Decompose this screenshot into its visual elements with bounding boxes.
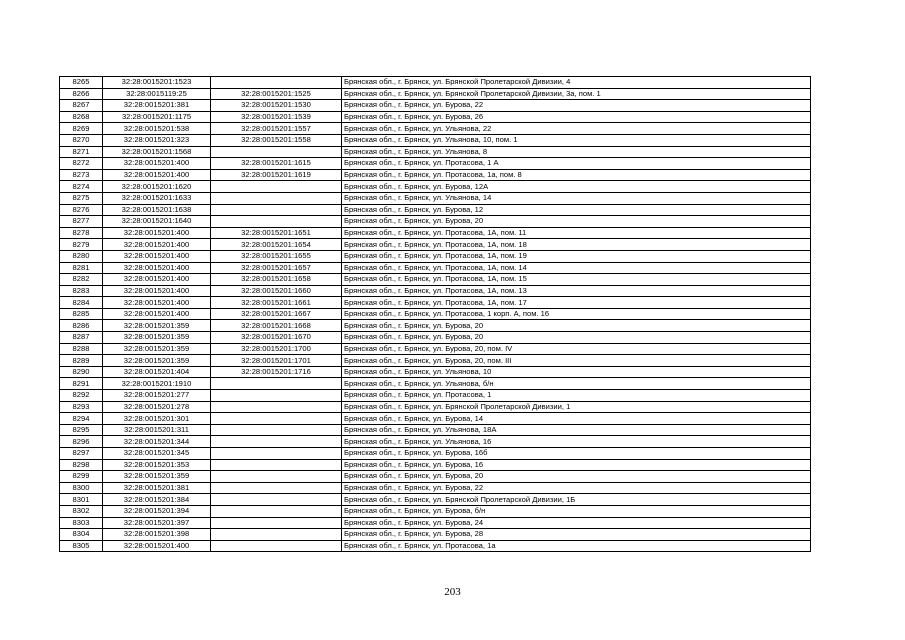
table-row xyxy=(60,88,811,100)
row-number-cell: 8272 xyxy=(60,158,103,170)
row-number-cell: 8265 xyxy=(60,77,103,89)
row-number-cell: 8304 xyxy=(60,529,103,541)
table-row xyxy=(60,239,811,251)
parcel-cadastral-number-cell: 32:28:0015201:311 xyxy=(103,424,211,436)
object-cadastral-number-cell: 32:28:0015201:1661 xyxy=(211,297,342,309)
object-cadastral-number-cell: 32:28:0015201:1657 xyxy=(211,262,342,274)
address-cell: Брянская обл., г. Брянск, ул. Протасова, 1А, пом. 13 xyxy=(342,285,811,297)
address-cell: Брянская обл., г. Брянск, ул. Бурова, 12 xyxy=(342,204,811,216)
address-cell: Брянская обл., г. Брянск, ул. Бурова, 20, пом. IV xyxy=(342,343,811,355)
row-number-cell: 8289 xyxy=(60,355,103,367)
table-row xyxy=(60,308,811,320)
table-row xyxy=(60,401,811,413)
parcel-cadastral-number-cell: 32:28:0015119:25 xyxy=(103,88,211,100)
address-cell: Брянская обл., г. Брянск, ул. Бурова, 28 xyxy=(342,529,811,541)
row-number-cell: 8284 xyxy=(60,297,103,309)
table-row xyxy=(60,216,811,228)
table-row xyxy=(60,332,811,344)
address-cell: Брянская обл., г. Брянск, ул. Ульянова, 18А xyxy=(342,424,811,436)
row-number-cell: 8283 xyxy=(60,285,103,297)
parcel-cadastral-number-cell: 32:28:0015201:359 xyxy=(103,332,211,344)
parcel-cadastral-number-cell: 32:28:0015201:384 xyxy=(103,494,211,506)
object-cadastral-number-cell xyxy=(211,401,342,413)
address-cell: Брянская обл., г. Брянск, ул. Протасова, 1А, пом. 19 xyxy=(342,250,811,262)
address-cell: Брянская обл., г. Брянск, ул. Бурова, 20 xyxy=(342,332,811,344)
parcel-cadastral-number-cell: 32:28:0015201:400 xyxy=(103,158,211,170)
parcel-cadastral-number-cell: 32:28:0015201:359 xyxy=(103,343,211,355)
row-number-cell: 8278 xyxy=(60,227,103,239)
row-number-cell: 8270 xyxy=(60,134,103,146)
table-row xyxy=(60,146,811,158)
parcel-cadastral-number-cell: 32:28:0015201:400 xyxy=(103,308,211,320)
object-cadastral-number-cell xyxy=(211,494,342,506)
address-cell: Брянская обл., г. Брянск, ул. Бурова, 20, пом. III xyxy=(342,355,811,367)
parcel-cadastral-number-cell: 32:28:0015201:301 xyxy=(103,413,211,425)
parcel-cadastral-number-cell: 32:28:0015201:538 xyxy=(103,123,211,135)
object-cadastral-number-cell xyxy=(211,448,342,460)
parcel-cadastral-number-cell: 32:28:0015201:359 xyxy=(103,320,211,332)
object-cadastral-number-cell xyxy=(211,192,342,204)
table-row xyxy=(60,169,811,181)
parcel-cadastral-number-cell: 32:28:0015201:400 xyxy=(103,297,211,309)
object-cadastral-number-cell: 32:28:0015201:1667 xyxy=(211,308,342,320)
address-cell: Брянская обл., г. Брянск, ул. Ульянова, 16 xyxy=(342,436,811,448)
address-cell: Брянская обл., г. Брянск, ул. Протасова, 1а xyxy=(342,540,811,552)
object-cadastral-number-cell: 32:28:0015201:1525 xyxy=(211,88,342,100)
row-number-cell: 8303 xyxy=(60,517,103,529)
address-cell: Брянская обл., г. Брянск, ул. Ульянова, 22 xyxy=(342,123,811,135)
object-cadastral-number-cell: 32:28:0015201:1651 xyxy=(211,227,342,239)
address-cell: Брянская обл., г. Брянск, ул. Ульянова, 14 xyxy=(342,192,811,204)
table-row xyxy=(60,111,811,123)
row-number-cell: 8286 xyxy=(60,320,103,332)
row-number-cell: 8293 xyxy=(60,401,103,413)
table-row xyxy=(60,529,811,541)
parcel-cadastral-number-cell: 32:28:0015201:400 xyxy=(103,227,211,239)
object-cadastral-number-cell xyxy=(211,378,342,390)
address-cell: Брянская обл., г. Брянск, ул. Протасова, 1А, пом. 15 xyxy=(342,274,811,286)
address-cell: Брянская обл., г. Брянск, ул. Бурова, 12А xyxy=(342,181,811,193)
row-number-cell: 8276 xyxy=(60,204,103,216)
table-row xyxy=(60,158,811,170)
address-cell: Брянская обл., г. Брянск, ул. Брянской Пролетарской Дивизии, 3а, пом. 1 xyxy=(342,88,811,100)
address-cell: Брянская обл., г. Брянск, ул. Брянской Пролетарской Дивизии, 4 xyxy=(342,77,811,89)
object-cadastral-number-cell xyxy=(211,436,342,448)
address-cell: Брянская обл., г. Брянск, ул. Протасова, 1А, пом. 17 xyxy=(342,297,811,309)
parcel-cadastral-number-cell: 32:28:0015201:1910 xyxy=(103,378,211,390)
row-number-cell: 8274 xyxy=(60,181,103,193)
parcel-cadastral-number-cell: 32:28:0015201:397 xyxy=(103,517,211,529)
row-number-cell: 8296 xyxy=(60,436,103,448)
table-row xyxy=(60,494,811,506)
parcel-cadastral-number-cell: 32:28:0015201:1620 xyxy=(103,181,211,193)
row-number-cell: 8267 xyxy=(60,100,103,112)
address-cell: Брянская обл., г. Брянск, ул. Бурова, 22 xyxy=(342,482,811,494)
parcel-cadastral-number-cell: 32:28:0015201:381 xyxy=(103,100,211,112)
table-row xyxy=(60,355,811,367)
object-cadastral-number-cell: 32:28:0015201:1558 xyxy=(211,134,342,146)
object-cadastral-number-cell: 32:28:0015201:1660 xyxy=(211,285,342,297)
parcel-cadastral-number-cell: 32:28:0015201:400 xyxy=(103,239,211,251)
address-cell: Брянская обл., г. Брянск, ул. Бурова, 20 xyxy=(342,471,811,483)
object-cadastral-number-cell xyxy=(211,181,342,193)
object-cadastral-number-cell xyxy=(211,204,342,216)
table-row xyxy=(60,471,811,483)
address-cell: Брянская обл., г. Брянск, ул. Протасова, 1А, пом. 11 xyxy=(342,227,811,239)
table-row xyxy=(60,459,811,471)
parcel-cadastral-number-cell: 32:28:0015201:359 xyxy=(103,471,211,483)
parcel-cadastral-number-cell: 32:28:0015201:381 xyxy=(103,482,211,494)
parcel-cadastral-number-cell: 32:28:0015201:359 xyxy=(103,355,211,367)
object-cadastral-number-cell xyxy=(211,505,342,517)
address-cell: Брянская обл., г. Брянск, ул. Бурова, 22 xyxy=(342,100,811,112)
parcel-cadastral-number-cell: 32:28:0015201:398 xyxy=(103,529,211,541)
address-cell: Брянская обл., г. Брянск, ул. Бурова, 24 xyxy=(342,517,811,529)
table-row xyxy=(60,134,811,146)
row-number-cell: 8279 xyxy=(60,239,103,251)
row-number-cell: 8266 xyxy=(60,88,103,100)
address-cell: Брянская обл., г. Брянск, ул. Протасова, 1а, пом. 8 xyxy=(342,169,811,181)
address-cell: Брянская обл., г. Брянск, ул. Ульянова, 10, пом. 1 xyxy=(342,134,811,146)
object-cadastral-number-cell xyxy=(211,216,342,228)
row-number-cell: 8297 xyxy=(60,448,103,460)
object-cadastral-number-cell: 32:28:0015201:1539 xyxy=(211,111,342,123)
object-cadastral-number-cell: 32:28:0015201:1701 xyxy=(211,355,342,367)
table-row xyxy=(60,517,811,529)
address-cell: Брянская обл., г. Брянск, ул. Ульянова, 10 xyxy=(342,366,811,378)
table-row xyxy=(60,77,811,89)
row-number-cell: 8282 xyxy=(60,274,103,286)
row-number-cell: 8285 xyxy=(60,308,103,320)
table-row xyxy=(60,436,811,448)
row-number-cell: 8295 xyxy=(60,424,103,436)
address-cell: Брянская обл., г. Брянск, ул. Протасова, 1А, пом. 14 xyxy=(342,262,811,274)
row-number-cell: 8291 xyxy=(60,378,103,390)
table-row xyxy=(60,320,811,332)
object-cadastral-number-cell: 32:28:0015201:1655 xyxy=(211,250,342,262)
object-cadastral-number-cell xyxy=(211,540,342,552)
parcel-cadastral-number-cell: 32:28:0015201:344 xyxy=(103,436,211,448)
address-cell: Брянская обл., г. Брянск, ул. Протасова, 1А, пом. 18 xyxy=(342,239,811,251)
row-number-cell: 8290 xyxy=(60,366,103,378)
parcel-cadastral-number-cell: 32:28:0015201:1175 xyxy=(103,111,211,123)
table-row xyxy=(60,192,811,204)
table-row xyxy=(60,262,811,274)
row-number-cell: 8298 xyxy=(60,459,103,471)
object-cadastral-number-cell xyxy=(211,529,342,541)
parcel-cadastral-number-cell: 32:28:0015201:1640 xyxy=(103,216,211,228)
object-cadastral-number-cell: 32:28:0015201:1668 xyxy=(211,320,342,332)
page-number: 203 xyxy=(444,586,461,598)
object-cadastral-number-cell: 32:28:0015201:1670 xyxy=(211,332,342,344)
table-row xyxy=(60,378,811,390)
table-row xyxy=(60,227,811,239)
address-cell: Брянская обл., г. Брянск, ул. Бурова, 20 xyxy=(342,216,811,228)
table-row xyxy=(60,390,811,402)
table-row xyxy=(60,297,811,309)
row-number-cell: 8281 xyxy=(60,262,103,274)
object-cadastral-number-cell xyxy=(211,146,342,158)
object-cadastral-number-cell xyxy=(211,77,342,89)
object-cadastral-number-cell: 32:28:0015201:1716 xyxy=(211,366,342,378)
row-number-cell: 8277 xyxy=(60,216,103,228)
address-cell: Брянская обл., г. Брянск, ул. Протасова, 1 корп. А, пом. 16 xyxy=(342,308,811,320)
table-row xyxy=(60,540,811,552)
registry-table-body xyxy=(60,77,811,552)
parcel-cadastral-number-cell: 32:28:0015201:323 xyxy=(103,134,211,146)
table-row xyxy=(60,250,811,262)
object-cadastral-number-cell: 32:28:0015201:1654 xyxy=(211,239,342,251)
table-row xyxy=(60,448,811,460)
parcel-cadastral-number-cell: 32:28:0015201:400 xyxy=(103,262,211,274)
address-cell: Брянская обл., г. Брянск, ул. Протасова, 1 xyxy=(342,390,811,402)
row-number-cell: 8287 xyxy=(60,332,103,344)
object-cadastral-number-cell: 32:28:0015201:1530 xyxy=(211,100,342,112)
object-cadastral-number-cell xyxy=(211,390,342,402)
row-number-cell: 8271 xyxy=(60,146,103,158)
address-cell: Брянская обл., г. Брянск, ул. Бурова, б/н xyxy=(342,505,811,517)
registry-table xyxy=(59,76,811,552)
table-row xyxy=(60,424,811,436)
table-row xyxy=(60,100,811,112)
object-cadastral-number-cell: 32:28:0015201:1615 xyxy=(211,158,342,170)
parcel-cadastral-number-cell: 32:28:0015201:394 xyxy=(103,505,211,517)
address-cell: Брянская обл., г. Брянск, ул. Бурова, 14 xyxy=(342,413,811,425)
address-cell: Брянская обл., г. Брянск, ул. Бурова, 20 xyxy=(342,320,811,332)
address-cell: Брянская обл., г. Брянск, ул. Бурова, 16б xyxy=(342,448,811,460)
table-row xyxy=(60,413,811,425)
row-number-cell: 8275 xyxy=(60,192,103,204)
address-cell: Брянская обл., г. Брянск, ул. Бурова, 26 xyxy=(342,111,811,123)
parcel-cadastral-number-cell: 32:28:0015201:400 xyxy=(103,540,211,552)
table-row xyxy=(60,343,811,355)
row-number-cell: 8300 xyxy=(60,482,103,494)
object-cadastral-number-cell xyxy=(211,471,342,483)
parcel-cadastral-number-cell: 32:28:0015201:1633 xyxy=(103,192,211,204)
object-cadastral-number-cell: 32:28:0015201:1557 xyxy=(211,123,342,135)
parcel-cadastral-number-cell: 32:28:0015201:404 xyxy=(103,366,211,378)
object-cadastral-number-cell xyxy=(211,413,342,425)
address-cell: Брянская обл., г. Брянск, ул. Брянской Пролетарской Дивизии, 1Б xyxy=(342,494,811,506)
object-cadastral-number-cell: 32:28:0015201:1619 xyxy=(211,169,342,181)
object-cadastral-number-cell: 32:28:0015201:1700 xyxy=(211,343,342,355)
table-row xyxy=(60,204,811,216)
parcel-cadastral-number-cell: 32:28:0015201:277 xyxy=(103,390,211,402)
table-row xyxy=(60,482,811,494)
object-cadastral-number-cell xyxy=(211,459,342,471)
object-cadastral-number-cell xyxy=(211,517,342,529)
table-row xyxy=(60,123,811,135)
table-row xyxy=(60,366,811,378)
parcel-cadastral-number-cell: 32:28:0015201:353 xyxy=(103,459,211,471)
address-cell: Брянская обл., г. Брянск, ул. Бурова, 16 xyxy=(342,459,811,471)
parcel-cadastral-number-cell: 32:28:0015201:400 xyxy=(103,285,211,297)
row-number-cell: 8305 xyxy=(60,540,103,552)
row-number-cell: 8299 xyxy=(60,471,103,483)
row-number-cell: 8294 xyxy=(60,413,103,425)
parcel-cadastral-number-cell: 32:28:0015201:278 xyxy=(103,401,211,413)
object-cadastral-number-cell xyxy=(211,482,342,494)
row-number-cell: 8269 xyxy=(60,123,103,135)
row-number-cell: 8273 xyxy=(60,169,103,181)
parcel-cadastral-number-cell: 32:28:0015201:1523 xyxy=(103,77,211,89)
object-cadastral-number-cell xyxy=(211,424,342,436)
row-number-cell: 8280 xyxy=(60,250,103,262)
row-number-cell: 8302 xyxy=(60,505,103,517)
row-number-cell: 8288 xyxy=(60,343,103,355)
address-cell: Брянская обл., г. Брянск, ул. Ульянова, б/н xyxy=(342,378,811,390)
object-cadastral-number-cell: 32:28:0015201:1658 xyxy=(211,274,342,286)
table-row xyxy=(60,285,811,297)
row-number-cell: 8292 xyxy=(60,390,103,402)
address-cell: Брянская обл., г. Брянск, ул. Брянской Пролетарской Дивизии, 1 xyxy=(342,401,811,413)
address-cell: Брянская обл., г. Брянск, ул. Протасова, 1 А xyxy=(342,158,811,170)
table-row xyxy=(60,505,811,517)
parcel-cadastral-number-cell: 32:28:0015201:1638 xyxy=(103,204,211,216)
row-number-cell: 8301 xyxy=(60,494,103,506)
parcel-cadastral-number-cell: 32:28:0015201:400 xyxy=(103,169,211,181)
parcel-cadastral-number-cell: 32:28:0015201:345 xyxy=(103,448,211,460)
parcel-cadastral-number-cell: 32:28:0015201:400 xyxy=(103,274,211,286)
table-row xyxy=(60,181,811,193)
parcel-cadastral-number-cell: 32:28:0015201:1568 xyxy=(103,146,211,158)
table-row xyxy=(60,274,811,286)
address-cell: Брянская обл., г. Брянск, ул. Ульянова, 8 xyxy=(342,146,811,158)
row-number-cell: 8268 xyxy=(60,111,103,123)
parcel-cadastral-number-cell: 32:28:0015201:400 xyxy=(103,250,211,262)
